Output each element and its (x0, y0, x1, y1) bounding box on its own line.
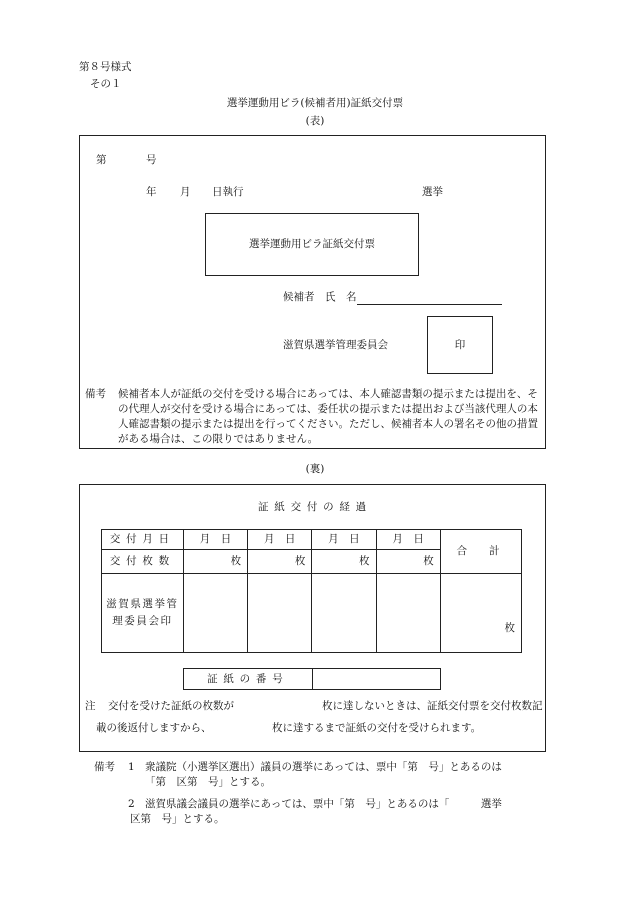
remark-text: 候補者本人が証紙の交付を受ける場合にあっては、本人確認書類の提示または提出を、その代理人が交付を受ける場合にあっては、委任状の提示または提出および当該代理人の本人確認書類の提示または提出を行ってください。ただし、候補者本人の署名その他の措置がある場合は、この限りではありません。 (118, 388, 538, 445)
serial-value (312, 669, 440, 690)
date-cell: 月 日 (376, 530, 440, 550)
back-label: (裏) (305, 463, 325, 475)
issuance-table (101, 529, 522, 653)
remark-label: 備考 (85, 388, 106, 400)
candidate-name-line (357, 292, 502, 305)
footer-item1-line1: 衆議院（小選挙区選出）議員の選挙にあっては、票中「第 号」とあるのは (145, 761, 502, 773)
seal-cell (248, 574, 312, 653)
form-number: 第８号様式 (79, 61, 132, 73)
total-unit: 枚 (440, 574, 521, 653)
date-cell: 月 日 (183, 530, 247, 550)
remark-text-wrap (118, 387, 542, 447)
total-label: 合 計 (440, 530, 521, 574)
committee-name: 滋賀県選挙管理委員会 (283, 339, 388, 351)
footer-item2-line1: 滋賀県議会議員の選挙にあっては、票中「第 号」とあるのは「 選挙 (145, 798, 502, 810)
note-line1-a: 交付を受けた証紙の枚数が (108, 700, 234, 712)
note-line2-a: 載の後返付しますから、 (96, 722, 212, 734)
form-sub-number: その１ (90, 78, 122, 90)
seal-cell (312, 574, 376, 653)
seal-cell (376, 574, 440, 653)
month-label: 月 (180, 186, 191, 198)
number-suffix: 号 (146, 154, 157, 166)
count-unit: 枚 (183, 550, 247, 574)
document-title: 選挙運動用ビラ(候補者用)証紙交付票 (226, 97, 404, 109)
footer-item2-line2: 区第 号」とする。 (130, 813, 225, 825)
footer-item2-number: 2 (128, 798, 135, 810)
issue-count-label: 交付枚数 (102, 550, 184, 574)
back-heading: 証紙交付の経過 (258, 501, 372, 513)
note-line2-b: 枚に達するまで証紙の交付を受けられます。 (272, 722, 482, 734)
footer-remark-label: 備考 (94, 761, 115, 773)
candidate-name-label: 候補者 氏 名 (283, 291, 357, 303)
issue-date-label: 交付月日 (102, 530, 184, 550)
committee-seal-label: 滋賀県選挙管理委員会印 (102, 574, 184, 653)
date-cell: 月 日 (248, 530, 312, 550)
note-label: 注 (85, 700, 96, 712)
serial-label: 証紙の番号 (184, 669, 313, 690)
day-exec-label: 日執行 (212, 186, 244, 198)
election-label: 選挙 (422, 186, 443, 198)
count-unit: 枚 (248, 550, 312, 574)
footer-item1-line2: 「第 区第 号」とする。 (145, 776, 271, 788)
note-line1-b: 枚に達しないときは、証紙交付票を交付枚数記 (322, 700, 543, 712)
year-label: 年 (146, 186, 157, 198)
serial-number-table (183, 668, 441, 690)
front-label: (表) (305, 115, 325, 127)
date-cell: 月 日 (312, 530, 376, 550)
number-label: 第 (96, 154, 107, 166)
seal-label: 印 (454, 339, 466, 351)
count-unit: 枚 (376, 550, 440, 574)
ticket-title: 選挙運動用ビラ証紙交付票 (249, 238, 375, 250)
count-unit: 枚 (312, 550, 376, 574)
candidate-name-field (283, 290, 502, 305)
footer-item1-number: 1 (128, 761, 135, 773)
seal-cell (183, 574, 247, 653)
